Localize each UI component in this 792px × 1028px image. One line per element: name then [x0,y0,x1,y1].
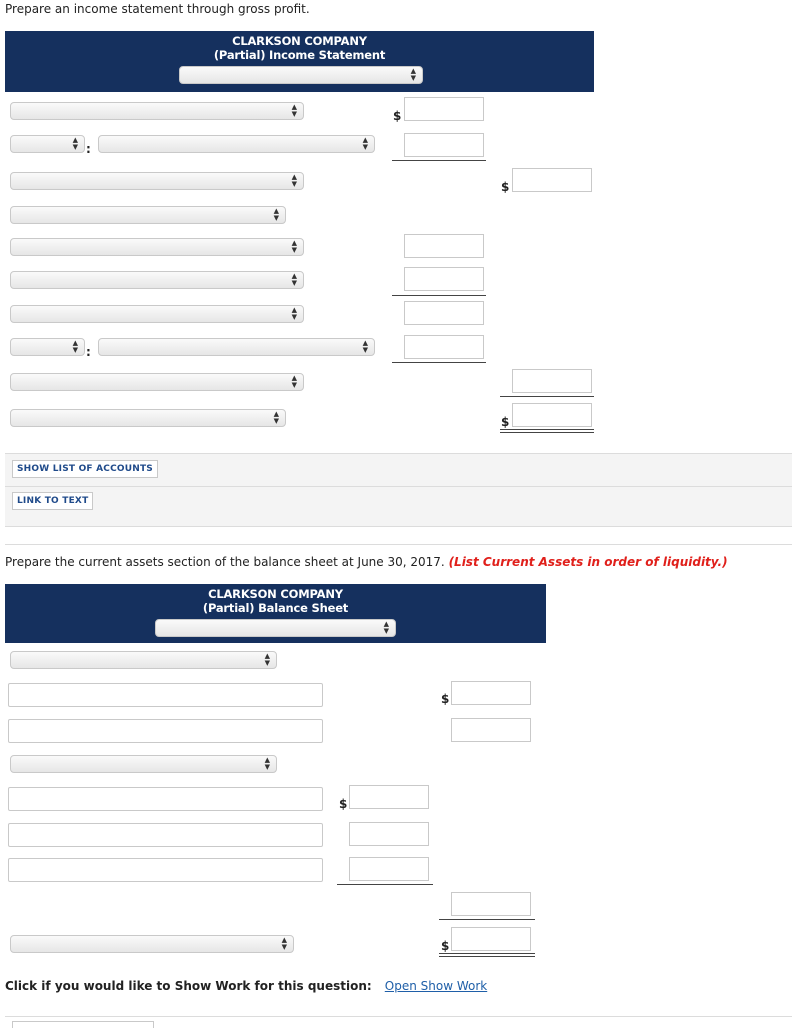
amount-input[interactable] [451,681,531,705]
amount-input[interactable] [451,927,531,951]
amount-input[interactable] [512,168,592,192]
operator-select[interactable] [10,338,85,356]
updown-arrows-icon: ▲ ▼ [264,652,270,667]
amount-input[interactable] [451,892,531,916]
account-select[interactable] [10,238,304,256]
account-select[interactable] [10,102,304,120]
account-select[interactable] [10,271,304,289]
amount-input[interactable] [349,822,429,846]
show-work-row [5,975,487,994]
updown-arrows-icon: ▲ ▼ [291,239,297,254]
updown-arrows-icon: ▲ ▼ [362,136,368,151]
updown-arrows-icon: ▲ ▼ [362,339,368,354]
amount-input[interactable] [404,335,484,359]
updown-arrows-icon: ▲ ▼ [291,103,297,118]
account-select[interactable] [10,373,304,391]
amount-input[interactable] [451,718,531,742]
dollar-sign: $ [501,415,510,429]
account-select[interactable] [10,206,286,224]
date-select[interactable] [155,619,396,637]
account-text-input[interactable] [8,683,323,707]
updown-arrows-icon: ▲ ▼ [72,136,78,151]
updown-arrows-icon: ▲ ▼ [273,207,279,222]
amount-input[interactable] [404,301,484,325]
amount-input[interactable] [404,267,484,291]
updown-arrows-icon: ▲ ▼ [281,936,287,951]
account-select[interactable] [10,409,286,427]
updown-arrows-icon: ▲ ▼ [273,410,279,425]
prompt-text: Prepare the current assets section of the balance sheet at June 30, 2017. [5,555,445,569]
amount-input[interactable] [512,369,592,393]
updown-arrows-icon: ▲ ▼ [410,67,416,82]
link-to-text-button[interactable]: LINK TO TEXT [12,492,93,510]
company-name: CLARKSON COMPANY [208,587,343,601]
statement-title: (Partial) Balance Sheet [202,601,349,615]
dollar-sign: $ [501,180,510,194]
amount-input[interactable] [404,234,484,258]
underline [439,919,535,920]
show-list-of-accounts-button[interactable]: SHOW LIST OF ACCOUNTS [12,460,158,478]
underline [392,362,486,363]
amount-input[interactable] [349,785,429,809]
operator-select[interactable] [10,135,85,153]
total-select[interactable] [10,935,294,953]
divider [5,486,792,487]
section-select[interactable] [10,755,277,773]
amount-input[interactable] [349,857,429,881]
balance-sheet-header [5,584,546,643]
double-underline [439,953,535,957]
amount-input[interactable] [512,403,592,427]
underline [392,160,486,161]
dollar-sign: $ [393,109,402,123]
updown-arrows-icon: ▲ ▼ [383,620,389,635]
income-statement-header [5,31,594,92]
show-work-text: Click if you would like to Show Work for this question: [5,979,372,993]
updown-arrows-icon: ▲ ▼ [291,306,297,321]
underline [500,396,594,397]
open-show-work-link[interactable]: Open Show Work [384,979,488,993]
updown-arrows-icon: ▲ ▼ [72,339,78,354]
partial-button[interactable] [12,1021,154,1028]
underline [392,295,486,296]
account-select[interactable] [98,338,375,356]
colon-label: : [86,345,91,359]
prompt-note: (List Current Assets in order of liquidity.) [448,555,728,569]
period-select[interactable] [179,66,423,84]
dollar-sign: $ [339,797,348,811]
account-text-input[interactable] [8,787,323,811]
income-statement-prompt: Prepare an income statement through gross profit. [5,2,310,16]
dollar-sign: $ [441,692,450,706]
account-select[interactable] [98,135,375,153]
statement-title: (Partial) Income Statement [213,48,386,62]
underline [337,884,433,885]
account-text-input[interactable] [8,858,323,882]
amount-input[interactable] [404,133,484,157]
company-name: CLARKSON COMPANY [232,34,367,48]
double-underline [500,429,594,433]
updown-arrows-icon: ▲ ▼ [291,272,297,287]
colon-label: : [86,142,91,156]
account-select[interactable] [10,305,304,323]
updown-arrows-icon: ▲ ▼ [291,173,297,188]
updown-arrows-icon: ▲ ▼ [291,374,297,389]
bottom-divider [5,1016,792,1017]
account-select[interactable] [10,172,304,190]
dollar-sign: $ [441,939,450,953]
account-text-input[interactable] [8,719,323,743]
balance-sheet-prompt [5,555,728,569]
amount-input[interactable] [404,97,484,121]
section-select[interactable] [10,651,277,669]
section-divider [5,544,792,545]
account-text-input[interactable] [8,823,323,847]
updown-arrows-icon: ▲ ▼ [264,756,270,771]
